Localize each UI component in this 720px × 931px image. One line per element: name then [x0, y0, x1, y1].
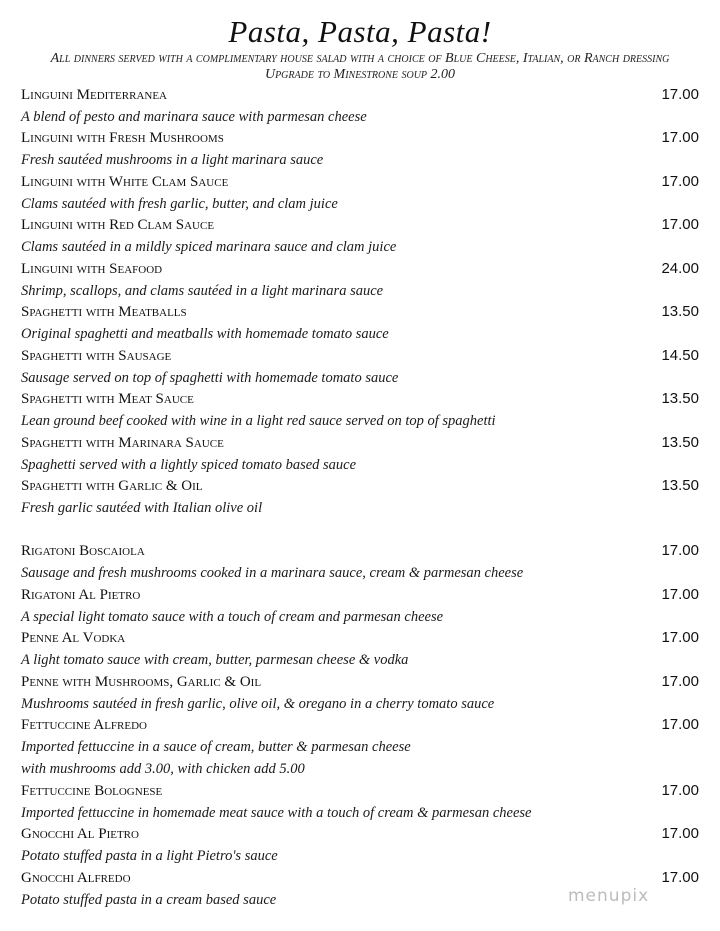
- menu-item-name: Fettuccine Alfredo: [21, 717, 147, 733]
- menu-item-description: A light tomato sauce with cream, butter, parmesan cheese & vodka: [21, 652, 409, 668]
- menu-item-name: Spaghetti with Marinara Sauce: [21, 435, 224, 451]
- menu-item-price: 17.00: [661, 673, 699, 690]
- menu-item-name: Gnocchi Al Pietro: [21, 826, 139, 842]
- menu-item-price: 17.00: [661, 782, 699, 799]
- menu-item-price: 17.00: [661, 716, 699, 733]
- menu-item-name: Linguini with Fresh Mushrooms: [21, 130, 224, 146]
- menu-item: [21, 627, 701, 671]
- menu-item: [21, 214, 701, 258]
- menu-title: Pasta, Pasta, Pasta!: [228, 14, 492, 49]
- menu-item-name: Spaghetti with Garlic & Oil: [21, 478, 203, 494]
- menu-item-price: 17.00: [661, 542, 699, 559]
- menu-item-price: 13.50: [661, 477, 699, 494]
- menu-item-description: Mushrooms sautéed in fresh garlic, olive oil, & oregano in a cherry tomato sauce: [21, 696, 495, 712]
- menu-item-description: Lean ground beef cooked with wine in a light red sauce served on top of spaghetti: [21, 413, 496, 429]
- menu-item-price: 24.00: [661, 260, 699, 277]
- menu-item: [21, 345, 701, 389]
- menu-item-description: Fresh sautéed mushrooms in a light marinara sauce: [21, 152, 324, 168]
- menu-item: [21, 671, 701, 715]
- menu-item-price: 13.50: [661, 303, 699, 320]
- menu-item-name: Linguini with Red Clam Sauce: [21, 217, 215, 233]
- menu-item-description: Sausage served on top of spaghetti with homemade tomato sauce: [21, 370, 399, 386]
- menu-item-description: Clams sautéed with fresh garlic, butter, and clam juice: [21, 196, 338, 212]
- salad-note: All dinners served with a complimentary house salad with a choice of Blue Cheese, Italian, or Ranch dressing: [50, 51, 670, 66]
- menu-item-price: 13.50: [661, 390, 699, 407]
- menu-item-price: 17.00: [661, 86, 699, 103]
- menu-item-price: 17.00: [661, 173, 699, 190]
- menu-item-name: Rigatoni Al Pietro: [21, 587, 141, 603]
- menu-item-price: 17.00: [661, 869, 699, 886]
- menu-item-description: Original spaghetti and meatballs with homemade tomato sauce: [21, 326, 389, 342]
- menu-item-description: Sausage and fresh mushrooms cooked in a marinara sauce, cream & parmesan cheese: [21, 565, 524, 581]
- menu-item-description: Potato stuffed pasta in a cream based sauce: [21, 892, 277, 908]
- menu-item: [21, 171, 701, 215]
- menu-item-description: Fresh garlic sautéed with Italian olive oil: [21, 500, 263, 516]
- menu-item-description: A blend of pesto and marinara sauce with parmesan cheese: [21, 109, 367, 125]
- menu-item-description: with mushrooms add 3.00, with chicken add 5.00: [21, 761, 305, 777]
- menu-item-price: 17.00: [661, 129, 699, 146]
- menu-item-description: Clams sautéed in a mildly spiced marinara sauce and clam juice: [21, 239, 397, 255]
- menu-item: [21, 258, 701, 302]
- menu-item-name: Fettuccine Bolognese: [21, 783, 163, 799]
- menu-item-price: 13.50: [661, 434, 699, 451]
- menu-item-name: Spaghetti with Sausage: [21, 348, 172, 364]
- menu-item-name: Gnocchi Alfredo: [21, 870, 131, 886]
- menu-item: [21, 84, 701, 128]
- menu-item-price: 14.50: [661, 347, 699, 364]
- menu-item: [21, 475, 701, 519]
- menu-item-description: Imported fettuccine in homemade meat sauce with a touch of cream & parmesan cheese: [21, 805, 532, 821]
- menu-item-name: Spaghetti with Meat Sauce: [21, 391, 194, 407]
- menu-item: [21, 301, 701, 345]
- menu-item: [21, 584, 701, 628]
- menu-item: [21, 714, 701, 780]
- menu-item-name: Penne with Mushrooms, Garlic & Oil: [21, 674, 262, 690]
- menu-item-price: 17.00: [661, 216, 699, 233]
- menu-item-price: 17.00: [661, 586, 699, 603]
- menu-item-name: Penne Al Vodka: [21, 630, 126, 646]
- menu-item-name: Linguini Mediterranea: [21, 87, 168, 103]
- menu-item-description: Imported fettuccine in a sauce of cream, butter & parmesan cheese: [21, 739, 411, 755]
- menu-item: [21, 823, 701, 867]
- soup-upgrade-note: Upgrade to Minestrone soup 2.00: [264, 67, 456, 82]
- menu-item: [21, 127, 701, 171]
- menu-item-name: Spaghetti with Meatballs: [21, 304, 187, 320]
- menu-item-name: Linguini with White Clam Sauce: [21, 174, 229, 190]
- menupix-watermark: menupix: [568, 886, 650, 906]
- menu-item-description: Spaghetti served with a lightly spiced tomato based sauce: [21, 457, 357, 473]
- menu-item-description: A special light tomato sauce with a touch of cream and parmesan cheese: [21, 609, 444, 625]
- menu-item-price: 17.00: [661, 629, 699, 646]
- menu-item-description: Shrimp, scallops, and clams sautéed in a light marinara sauce: [21, 283, 384, 299]
- menu-item: [21, 388, 701, 432]
- menu-item-name: Linguini with Seafood: [21, 261, 163, 277]
- menu-item-name: Rigatoni Boscaiola: [21, 543, 145, 559]
- menu-item: [21, 432, 701, 476]
- menu-item-description: Potato stuffed pasta in a light Pietro's sauce: [21, 848, 278, 864]
- menu-item-price: 17.00: [661, 825, 699, 842]
- menu-item: [21, 780, 701, 824]
- menu-item: [21, 540, 701, 584]
